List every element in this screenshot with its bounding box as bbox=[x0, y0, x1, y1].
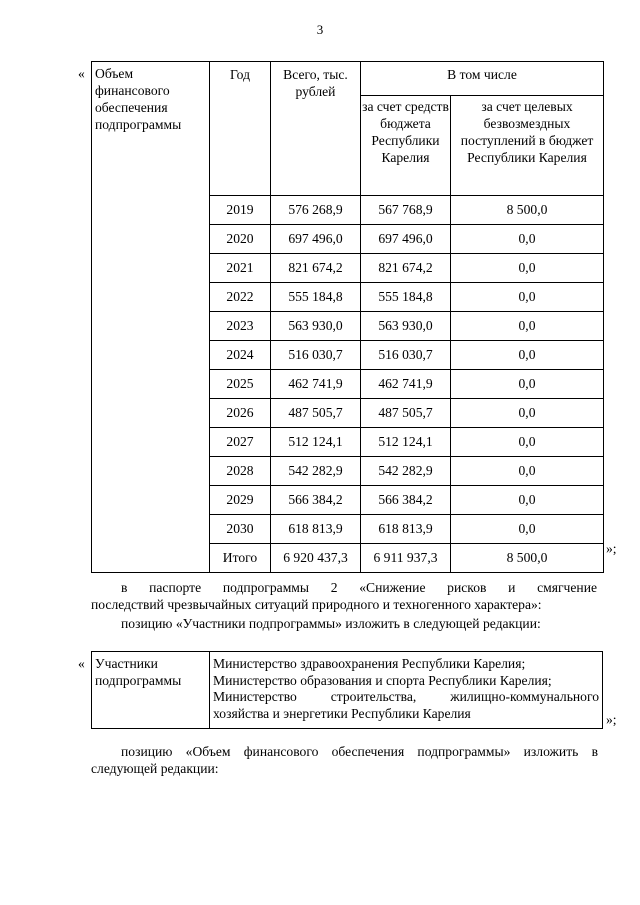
total-cell: 487 505,7 bbox=[271, 399, 361, 428]
targeted-cell: 0,0 bbox=[451, 370, 604, 399]
total-cell: 6 920 437,3 bbox=[271, 544, 361, 573]
total-cell: 542 282,9 bbox=[271, 457, 361, 486]
total-cell: 821 674,2 bbox=[271, 254, 361, 283]
targeted-cell: 0,0 bbox=[451, 225, 604, 254]
budget-cell: 821 674,2 bbox=[361, 254, 451, 283]
total-cell: 516 030,7 bbox=[271, 341, 361, 370]
total-cell: 563 930,0 bbox=[271, 312, 361, 341]
header-including: В том числе bbox=[361, 62, 604, 96]
budget-cell: 563 930,0 bbox=[361, 312, 451, 341]
participants-table bbox=[91, 651, 603, 729]
budget-cell: 6 911 937,3 bbox=[361, 544, 451, 573]
total-cell: 576 268,9 bbox=[271, 196, 361, 225]
total-cell: 618 813,9 bbox=[271, 515, 361, 544]
year-cell: 2021 bbox=[210, 254, 271, 283]
year-cell: 2030 bbox=[210, 515, 271, 544]
budget-cell: 512 124,1 bbox=[361, 428, 451, 457]
targeted-cell: 0,0 bbox=[451, 515, 604, 544]
passport-paragraph-line-2: последствий чрезвычайных ситуаций природного и техногенного характера»: bbox=[91, 596, 542, 612]
targeted-cell: 0,0 bbox=[451, 283, 604, 312]
budget-cell: 618 813,9 bbox=[361, 515, 451, 544]
targeted-cell: 8 500,0 bbox=[451, 544, 604, 573]
participants-label: Участники подпрограммы bbox=[92, 652, 210, 729]
targeted-cell: 0,0 bbox=[451, 341, 604, 370]
year-cell: 2025 bbox=[210, 370, 271, 399]
passport-paragraph-line-1: в паспорте подпрограммы 2 «Снижение рисков и смягчение bbox=[121, 580, 597, 595]
targeted-cell: 0,0 bbox=[451, 428, 604, 457]
budget-cell: 516 030,7 bbox=[361, 341, 451, 370]
page-number: 3 bbox=[316, 22, 324, 37]
budget-cell: 487 505,7 bbox=[361, 399, 451, 428]
participant-line: хозяйства и энергетики Республики Карелия bbox=[213, 705, 471, 721]
total-cell: 697 496,0 bbox=[271, 225, 361, 254]
close-quote-mark: »; bbox=[606, 541, 617, 556]
targeted-cell: 8 500,0 bbox=[451, 196, 604, 225]
year-cell: 2026 bbox=[210, 399, 271, 428]
year-cell: 2022 bbox=[210, 283, 271, 312]
participant-line: Министерство здравоохранения Республики Карелия; bbox=[213, 656, 526, 671]
header-total: Всего, тыс. рублей bbox=[271, 62, 361, 196]
header-targeted: за счет целевых безвозмездных поступлений в бюджет Республики Карелия bbox=[451, 96, 604, 196]
total-label-cell: Итого bbox=[210, 544, 271, 573]
targeted-cell: 0,0 bbox=[451, 254, 604, 283]
budget-cell: 555 184,8 bbox=[361, 283, 451, 312]
passport-paragraph bbox=[91, 580, 597, 613]
targeted-cell: 0,0 bbox=[451, 312, 604, 341]
finance-instruction-line-1: позицию «Объем финансового обеспечения подпрограммы» изложить в bbox=[121, 744, 598, 759]
budget-cell: 697 496,0 bbox=[361, 225, 451, 254]
year-cell: 2024 bbox=[210, 341, 271, 370]
targeted-cell: 0,0 bbox=[451, 486, 604, 515]
year-cell: 2023 bbox=[210, 312, 271, 341]
close-quote-mark: »; bbox=[606, 712, 617, 727]
year-cell: 2020 bbox=[210, 225, 271, 254]
budget-cell: 566 384,2 bbox=[361, 486, 451, 515]
participant-line: Министерство образования и спорта Республики Карелия; bbox=[213, 672, 552, 688]
year-cell: 2029 bbox=[210, 486, 271, 515]
financing-table bbox=[91, 61, 604, 573]
budget-cell: 542 282,9 bbox=[361, 457, 451, 486]
header-year: Год bbox=[210, 62, 271, 196]
total-cell: 555 184,8 bbox=[271, 283, 361, 312]
total-cell: 566 384,2 bbox=[271, 486, 361, 515]
open-quote-mark: « bbox=[78, 66, 85, 81]
financing-label: Объем финансового обеспечения подпрограммы bbox=[92, 62, 210, 573]
participants-list bbox=[210, 652, 603, 729]
total-cell: 462 741,9 bbox=[271, 370, 361, 399]
budget-cell: 567 768,9 bbox=[361, 196, 451, 225]
year-cell: 2019 bbox=[210, 196, 271, 225]
finance-instruction bbox=[91, 744, 598, 777]
total-cell: 512 124,1 bbox=[271, 428, 361, 457]
header-budget: за счет средств бюджета Республики Карелия bbox=[361, 96, 451, 196]
budget-cell: 462 741,9 bbox=[361, 370, 451, 399]
finance-instruction-line-2: следующей редакции: bbox=[91, 760, 219, 776]
participants-instruction: позицию «Участники подпрограммы» изложить в следующей редакции: bbox=[121, 616, 541, 631]
year-cell: 2028 bbox=[210, 457, 271, 486]
targeted-cell: 0,0 bbox=[451, 399, 604, 428]
year-cell: 2027 bbox=[210, 428, 271, 457]
open-quote-mark: « bbox=[78, 656, 85, 671]
participant-line: Министерство строительства, жилищно-коммунального bbox=[213, 689, 599, 705]
targeted-cell: 0,0 bbox=[451, 457, 604, 486]
